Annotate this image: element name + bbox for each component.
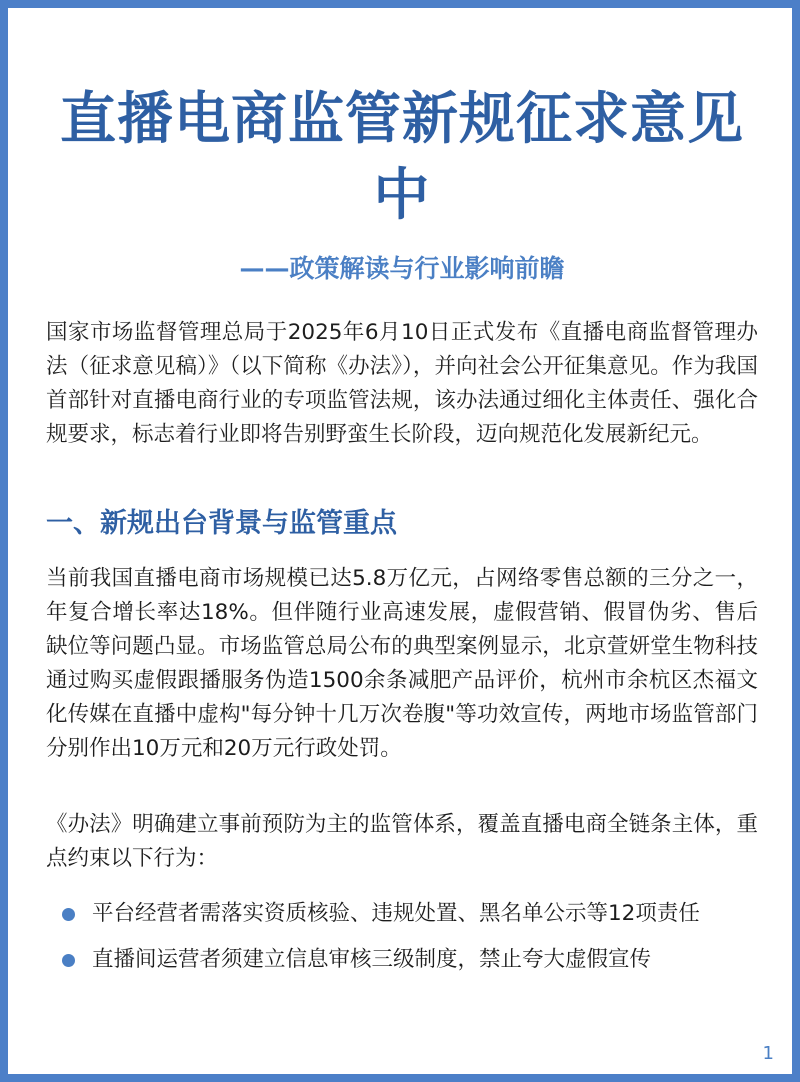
list-item-text: 直播间运营者须建立信息审核三级制度，禁止夸大虚假宣传 (92, 947, 652, 972)
bullet-dot-icon (62, 908, 75, 921)
list-item (46, 897, 758, 931)
list-item (46, 943, 758, 977)
page-subtitle: ——政策解读与行业影响前瞻 (239, 254, 565, 283)
list-item-text: 平台经营者需落实资质核验、违规处置、黑名单公示等12项责任 (92, 901, 700, 926)
section-paragraph-2: 《办法》明确建立事前预防为主的监管体系，覆盖直播电商全链条主体，重点约束以下行为： (46, 812, 758, 871)
bullet-list (46, 897, 758, 989)
section-paragraph-1: 当前我国直播电商市场规模已达5.8万亿元，占网络零售总额的三分之一，年复合增长率达18%。但伴随行业高速发展，虚假营销、假冒伪劣、售后缺位等问题凸显。市场监管总局公布的典型案例显示，北京萱妍堂生物科技通过购买虚假跟播服务伪造1500余条减肥产品评价，杭州市余杭区杰福文化传媒在直播中虚构"每分钟十几万次卷腹"等功效宣传，两地市场监管部门分别作出10万元和20万元行政处罚。 (46, 566, 758, 761)
intro-paragraph: 国家市场监督管理总局于2025年6月10日正式发布《直播电商监督管理办法（征求意见稿）》（以下简称《办法》），并向社会公开征集意见。作为我国首部针对直播电商行业的专项监管法规，该办法通过细化主体责任、强化合规要求，标志着行业即将告别野蛮生长阶段，迈向规范化发展新纪元。 (46, 320, 758, 447)
page-number: 1 (762, 1043, 774, 1064)
bullet-dot-icon (62, 954, 75, 967)
page-title: 直播电商监管新规征求意见中 (60, 87, 744, 228)
section-heading: 一、新规出台背景与监管重点 (46, 508, 397, 539)
